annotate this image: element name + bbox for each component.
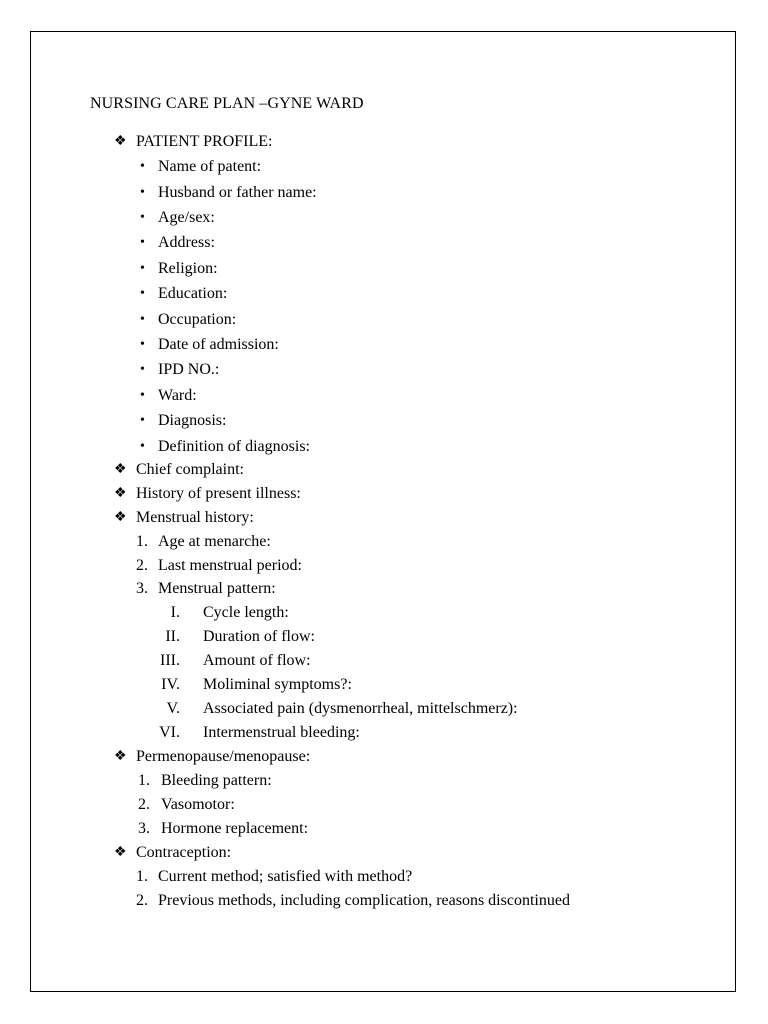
diamond-bullet-icon: ❖ xyxy=(114,749,127,764)
bullet-icon: • xyxy=(140,286,145,301)
section-heading: PATIENT PROFILE: xyxy=(136,133,273,150)
list-number: 3. xyxy=(136,580,148,597)
list-number: 3. xyxy=(138,820,150,837)
bullet-icon: • xyxy=(140,185,145,200)
list-number: 2. xyxy=(138,796,150,813)
list-item-label: Last menstrual period: xyxy=(158,557,302,574)
list-item-label: Vasomotor: xyxy=(161,796,235,813)
bullet-icon: • xyxy=(140,159,145,174)
list-item-label: IPD NO.: xyxy=(158,361,220,378)
section-heading: Contraception: xyxy=(136,844,232,861)
list-item-label: Address: xyxy=(158,234,215,251)
list-number: 2. xyxy=(136,557,148,574)
list-item-label: Age/sex: xyxy=(158,209,215,226)
diamond-bullet-icon: ❖ xyxy=(114,486,127,501)
bullet-icon: • xyxy=(140,362,145,377)
list-item-label: Age at menarche: xyxy=(158,533,271,550)
list-item-label: Date of admission: xyxy=(158,336,279,353)
bullet-icon: • xyxy=(140,388,145,403)
roman-numeral: I. xyxy=(170,604,180,621)
list-item-label: Intermenstrual bleeding: xyxy=(203,724,360,741)
list-number: 1. xyxy=(136,533,148,550)
list-number: 1. xyxy=(136,868,148,885)
list-item-label: Definition of diagnosis: xyxy=(158,438,310,455)
list-item-label: Moliminal symptoms?: xyxy=(203,676,352,693)
list-item-label: Associated pain (dysmenorrheal, mittelschmerz): xyxy=(203,700,518,717)
list-number: 1. xyxy=(138,772,150,789)
section-heading: Permenopause/menopause: xyxy=(136,748,311,765)
bullet-icon: • xyxy=(140,439,145,454)
list-item-label: Amount of flow: xyxy=(203,652,311,669)
roman-numeral: II. xyxy=(165,628,180,645)
bullet-icon: • xyxy=(140,337,145,352)
list-item-label: Current method; satisfied with method? xyxy=(158,868,413,885)
bullet-icon: • xyxy=(140,261,145,276)
list-item-label: Cycle length: xyxy=(203,604,289,621)
diamond-bullet-icon: ❖ xyxy=(114,845,127,860)
list-item-label: Occupation: xyxy=(158,311,237,328)
section-heading: History of present illness: xyxy=(136,485,301,502)
bullet-icon: • xyxy=(140,312,145,327)
list-item-label: Education: xyxy=(158,285,228,302)
list-item-label: Previous methods, including complication, reasons discontinued xyxy=(158,892,570,909)
bullet-icon: • xyxy=(140,210,145,225)
list-item-label: Husband or father name: xyxy=(158,184,317,201)
list-item-label: Bleeding pattern: xyxy=(161,772,272,789)
diamond-bullet-icon: ❖ xyxy=(114,134,127,149)
roman-numeral: IV. xyxy=(161,676,180,693)
section-heading: Menstrual history: xyxy=(136,509,254,526)
list-item-label: Diagnosis: xyxy=(158,412,227,429)
diamond-bullet-icon: ❖ xyxy=(114,510,127,525)
list-item-label: Name of patent: xyxy=(158,158,262,175)
diamond-bullet-icon: ❖ xyxy=(114,462,127,477)
list-item-label: Menstrual pattern: xyxy=(158,580,276,597)
roman-numeral: V. xyxy=(166,700,180,717)
list-item-label: Ward: xyxy=(158,387,197,404)
roman-numeral: III. xyxy=(160,652,180,669)
document-title: NURSING CARE PLAN –GYNE WARD xyxy=(90,95,364,112)
bullet-icon: • xyxy=(140,413,145,428)
list-item-label: Hormone replacement: xyxy=(161,820,309,837)
list-number: 2. xyxy=(136,892,148,909)
list-item-label: Religion: xyxy=(158,260,218,277)
bullet-icon: • xyxy=(140,235,145,250)
roman-numeral: VI. xyxy=(159,724,180,741)
list-item-label: Duration of flow: xyxy=(203,628,315,645)
section-heading: Chief complaint: xyxy=(136,461,244,478)
